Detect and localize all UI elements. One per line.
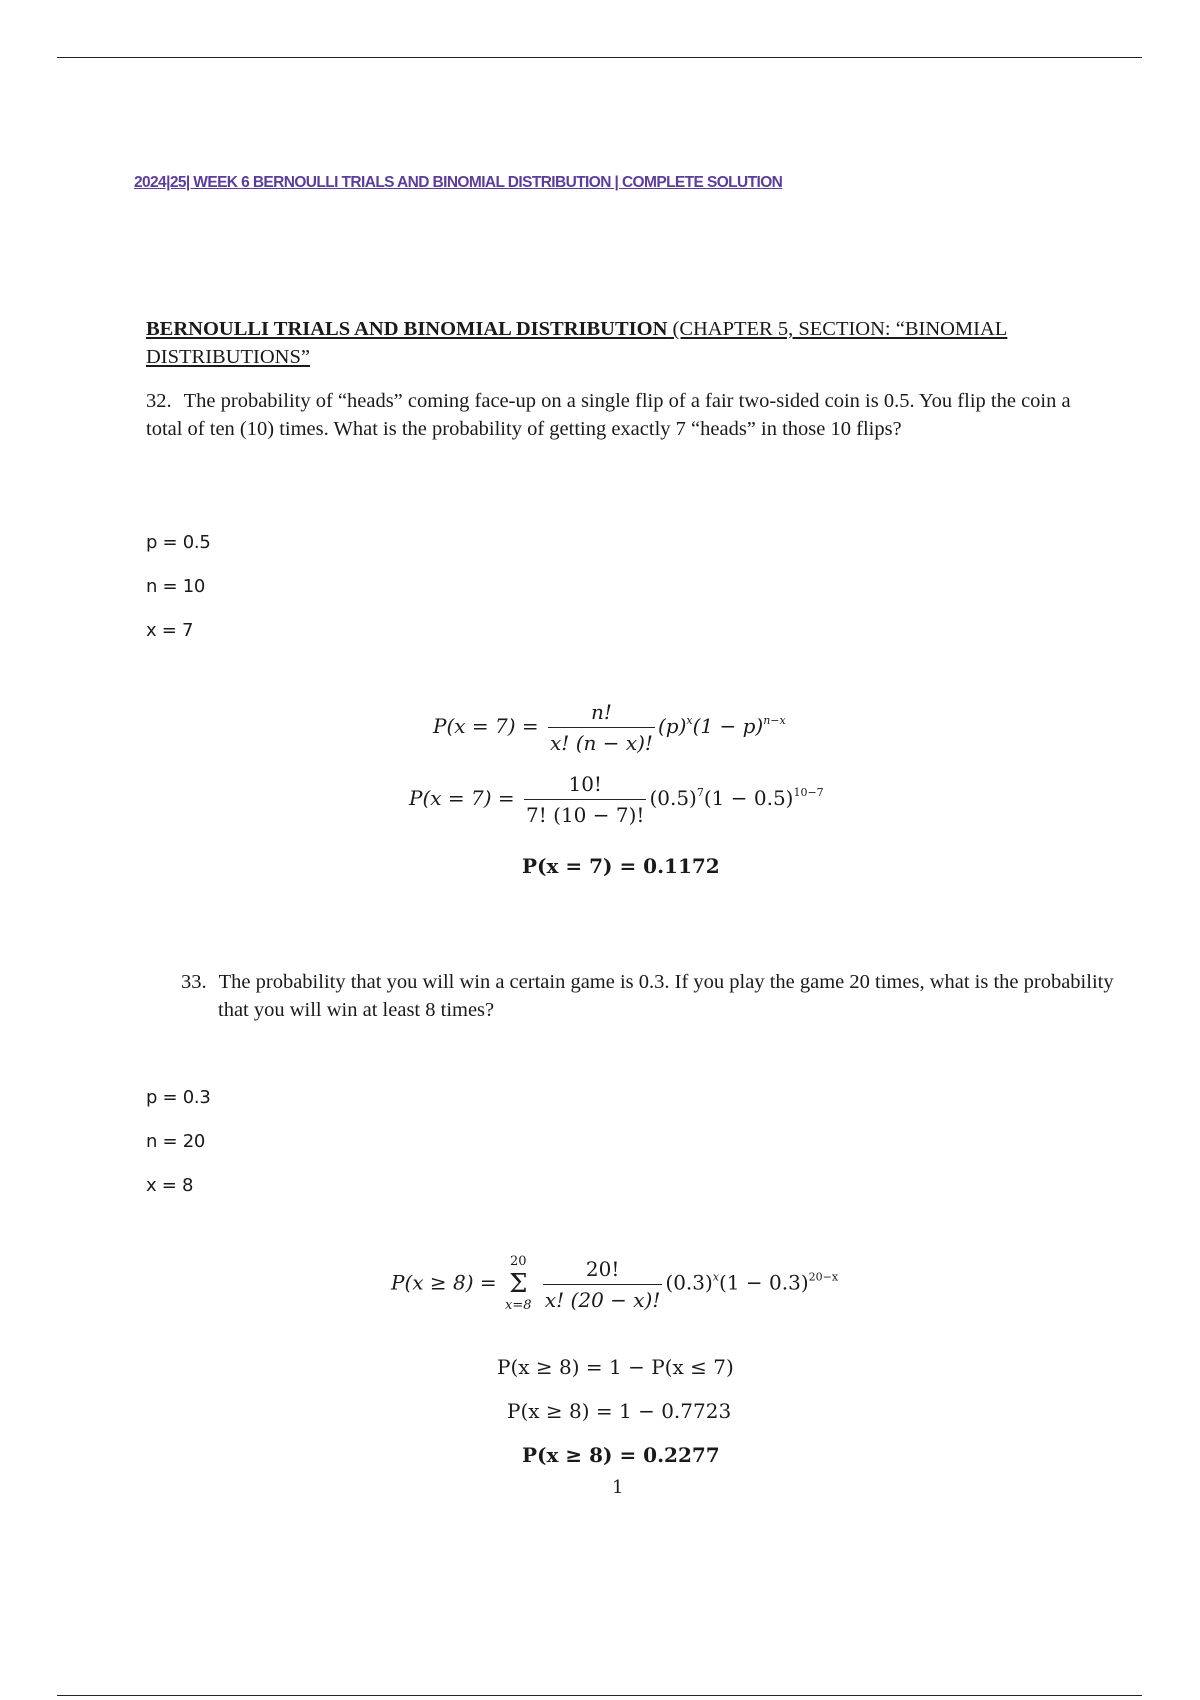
- q33-eq1-exp1: x: [712, 1270, 720, 1284]
- q32-n-value: n = 10: [146, 576, 206, 597]
- q32-eq1-base1: (p): [657, 714, 687, 738]
- q32-eq2-lhs: P(x = 7) =: [409, 786, 515, 810]
- top-rule: [57, 57, 1142, 58]
- question-32-number: 32.: [146, 390, 172, 412]
- q32-eq1-denominator: x! (n − x)!: [550, 731, 653, 755]
- question-33-number: 33.: [181, 971, 207, 993]
- q32-p-value: p = 0.5: [146, 532, 211, 553]
- section-title-rest: (CHAPTER 5, SECTION: “BINOMIAL DISTRIBUTIONS”: [146, 318, 1008, 368]
- q32-eq1-base2: (1 − p): [692, 714, 764, 738]
- question-32-text: The probability of “heads” coming face-up on a single flip of a fair two-sided coin is 0.5. You flip the coin a total of ten (10) times. What is the probability of getting exactly 7 “heads” in those 10 flips?: [146, 390, 1071, 440]
- section-title: [146, 315, 1106, 371]
- q32-result: P(x = 7) = 0.1172: [522, 854, 720, 878]
- q33-eq1-numerator: 20!: [543, 1257, 663, 1285]
- q32-eq2-denominator: 7! (10 − 7)!: [526, 803, 645, 827]
- q33-value-step: P(x ≥ 8) = 1 − 0.7723: [507, 1399, 732, 1423]
- q33-n-value: n = 20: [146, 1131, 206, 1152]
- q32-eq2-base2: (1 − 0.5): [703, 786, 794, 810]
- q32-eq1-exp2: n−x: [763, 714, 786, 727]
- q33-eq1-lhs: P(x ≥ 8) =: [391, 1270, 497, 1295]
- q32-eq2-numerator: 10!: [524, 772, 646, 800]
- q32-formula-general: [433, 700, 786, 755]
- q33-complement-step: P(x ≥ 8) = 1 − P(x ≤ 7): [497, 1355, 734, 1379]
- q33-sigma-upper: 20: [509, 1254, 527, 1269]
- q33-eq1-base2: (1 − 0.3): [719, 1270, 809, 1295]
- q32-eq1-exp1: x: [686, 714, 693, 727]
- q33-eq1-denominator: x! (20 − x)!: [544, 1287, 661, 1312]
- q32-eq2-fraction: [524, 772, 646, 827]
- q33-formula-sum: [391, 1254, 838, 1314]
- q33-eq1-fraction: [543, 1257, 663, 1312]
- question-32: [146, 387, 1096, 443]
- question-33-text: The probability that you will win a certain game is 0.3. If you play the game 20 times, what is the probability that you will win at least 8 times?: [218, 971, 1114, 1021]
- q33-eq1-exp2: 20−x: [808, 1270, 839, 1284]
- document-header: 2024|25| WEEK 6 BERNOULLI TRIALS AND BINOMIAL DISTRIBUTION | COMPLETE SOLUTION: [134, 174, 783, 191]
- page-number: 1: [612, 1477, 624, 1498]
- q33-result: P(x ≥ 8) = 0.2277: [522, 1443, 720, 1467]
- q32-eq2-base1: (0.5): [649, 786, 697, 810]
- q33-sigma-lower: x=8: [505, 1298, 532, 1313]
- q32-formula-substituted: [409, 772, 824, 827]
- q33-eq1-base1: (0.3): [665, 1270, 713, 1295]
- q33-p-value: p = 0.3: [146, 1087, 211, 1108]
- question-33: [181, 968, 1118, 1024]
- q32-x-value: x = 7: [146, 620, 194, 641]
- q33-sigma-symbol: Σ: [509, 1269, 528, 1299]
- q33-sigma: [505, 1254, 532, 1314]
- q32-eq1-fraction: [548, 700, 655, 755]
- section-title-bold: BERNOULLI TRIALS AND BINOMIAL DISTRIBUTION: [146, 318, 668, 340]
- q32-eq1-lhs: P(x = 7) =: [433, 714, 539, 738]
- bottom-rule: [57, 1695, 1142, 1696]
- q32-eq2-exp1: 7: [696, 786, 704, 799]
- q33-x-value: x = 8: [146, 1175, 194, 1196]
- q32-eq2-exp2: 10−7: [793, 786, 824, 799]
- q32-eq1-numerator: n!: [548, 700, 655, 728]
